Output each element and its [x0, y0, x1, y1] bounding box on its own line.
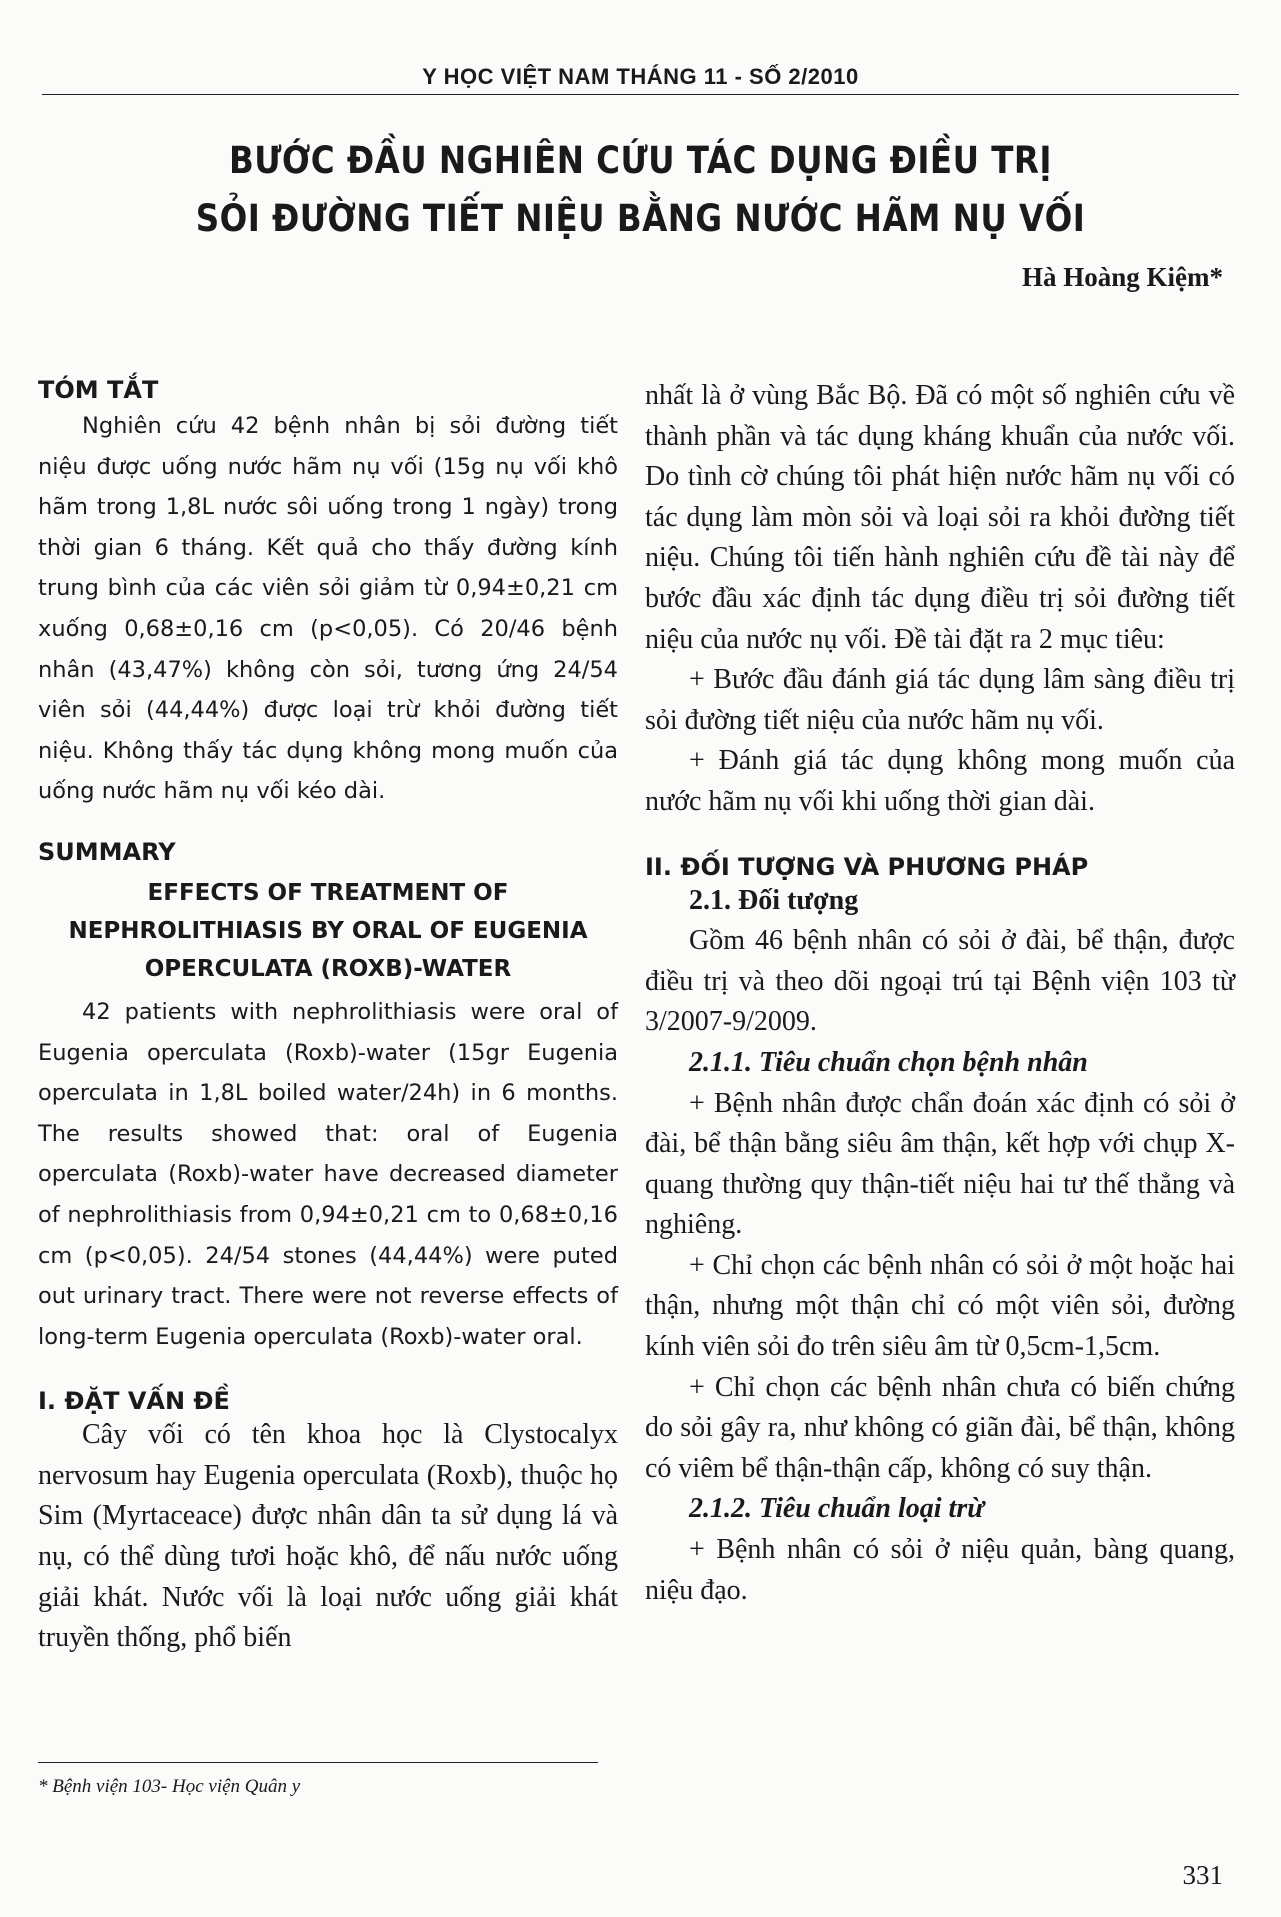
page-number: 331: [1182, 1860, 1223, 1890]
inclusion-criterion-3: + Chỉ chọn các bệnh nhân chưa có biến chứng do sỏi gây ra, như không có giãn đài, bể thận, không có viêm bể thận-thận cấp, không có suy thận.: [645, 1371, 1235, 1484]
section-1-continuation: nhất là ở vùng Bắc Bộ. Đã có một số nghiên cứu về thành phần và tác dụng kháng khuẩn của nước vối. Do tình cờ chúng tôi phát hiện nước hãm nụ vối có tác dụng làm mòn sỏi và loại sỏi ra khỏi đường tiết niệu. Chúng tôi tiến hành nghiên cứu đề tài này để bước đầu xác định tác dụng điều trị sỏi đường tiết niệu của nước nụ vối. Đề tài đặt ra 2 mục tiêu:: [645, 380, 1235, 655]
subsection-2-1-text: Gồm 46 bệnh nhân có sỏi ở đài, bể thận, được điều trị và theo dõi ngoại trú tại Bệnh viện 103 từ 3/2007-9/2009.: [645, 925, 1235, 1038]
subsection-2-1-1-heading: 2.1.1. Tiêu chuẩn chọn bệnh nhân: [689, 1046, 1088, 1078]
summary-title: [38, 874, 618, 988]
section-1-heading: I. ĐẶT VẤN ĐỀ: [38, 1387, 230, 1416]
summary-title-line-1: EFFECTS OF TREATMENT OF: [147, 879, 509, 906]
summary-title-line-2: NEPHROLITHIASIS BY ORAL OF EUGENIA: [68, 917, 588, 944]
subsection-2-1-heading: 2.1. Đối tượng: [689, 884, 859, 916]
footnote: * Bệnh viện 103- Học viện Quân y: [38, 1776, 301, 1797]
objective-2: + Đánh giá tác dụng không mong muốn của nước hãm nụ vối khi uống thời gian dài.: [645, 745, 1235, 817]
inclusion-criterion-2: + Chỉ chọn các bệnh nhân có sỏi ở một hoặc hai thận, nhưng một thận chỉ có một viên sỏi, đường kính viên sỏi đo trên siêu âm từ 0,5cm-1,5cm.: [645, 1249, 1235, 1363]
summary-heading: SUMMARY: [38, 837, 176, 866]
running-header: Y HỌC VIỆT NAM THÁNG 11 - SỐ 2/2010: [422, 64, 859, 89]
exclusion-criterion-1: + Bệnh nhân có sỏi ở niệu quản, bàng quang, niệu đạo.: [645, 1534, 1235, 1606]
right-column: [645, 376, 1235, 1611]
objective-1: + Bước đầu đánh giá tác dụng lâm sàng điều trị sỏi đường tiết niệu của nước hãm nụ vối.: [645, 664, 1235, 736]
inclusion-criterion-1: + Bệnh nhân được chẩn đoán xác định có sỏi ở đài, bể thận bằng siêu âm thận, kết hợp với chụp X-quang thường quy thận-tiết niệu hai tư thế thẳng và nghiêng.: [645, 1087, 1235, 1241]
article-title-line-2: SỎI ĐƯỜNG TIẾT NIỆU BẰNG NƯỚC HÃM NỤ VỐI: [195, 197, 1086, 240]
section-1-text: Cây vối có tên khoa học là Clystocalyx nervosum hay Eugenia operculata (Roxb), thuộc họ Sim (Myrtaceace) được nhân dân ta sử dụng lá và nụ, có thể dùng tươi hoặc khô, để nấu nước uống giải khát. Nước vối là loại nước uống giải khát truyền thống, phổ biến: [38, 1419, 618, 1654]
summary-text: 42 patients with nephrolithiasis were oral of Eugenia operculata (Roxb)-water (15gr Eugenia operculata in 1,8L boiled water/24h) in 6 months. The results showed that: oral of Eugenia operculata (Roxb)-water have decreased diameter of nephrolithiasis from 0,94±0,21 cm to 0,68±0,16 cm (p<0,05). 24/54 stones (44,44%) were puted out urinary tract. There were not reverse effects of long-term Eugenia operculata (Roxb)-water oral.: [38, 998, 618, 1350]
footnote-rule: [38, 1762, 598, 1763]
author: Hà Hoàng Kiệm*: [1022, 262, 1223, 292]
summary-title-line-3: OPERCULATA (ROXB)-WATER: [144, 955, 512, 982]
abstract-text: Nghiên cứu 42 bệnh nhân bị sỏi đường tiết niệu được uống nước hãm nụ vối (15g nụ vối khô hãm trong 1,8L nước sôi uống trong 1 ngày) trong thời gian 6 tháng. Kết quả cho thấy đường kính trung bình của các viên sỏi giảm từ 0,94±0,21 cm xuống 0,68±0,16 cm (p<0,05). Có 20/46 bệnh nhân (43,47%) không còn sỏi, tương ứng 24/54 viên sỏi (44,44%) được loại trừ khỏi đường tiết niệu. Không thấy tác dụng không mong muốn của uống nước hãm nụ vối kéo dài.: [38, 413, 618, 805]
left-column: [38, 376, 618, 1659]
abstract-heading: TÓM TẮT: [38, 376, 159, 404]
subsection-2-1-2-heading: 2.1.2. Tiêu chuẩn loại trừ: [689, 1493, 984, 1525]
article-title: [77, 132, 1204, 248]
section-2-heading: II. ĐỐI TƯỢNG VÀ PHƯƠNG PHÁP: [645, 852, 1089, 881]
article-title-line-1: BƯỚC ĐẦU NGHIÊN CỨU TÁC DỤNG ĐIỀU TRỊ: [229, 139, 1052, 182]
header-rule: [42, 94, 1239, 95]
